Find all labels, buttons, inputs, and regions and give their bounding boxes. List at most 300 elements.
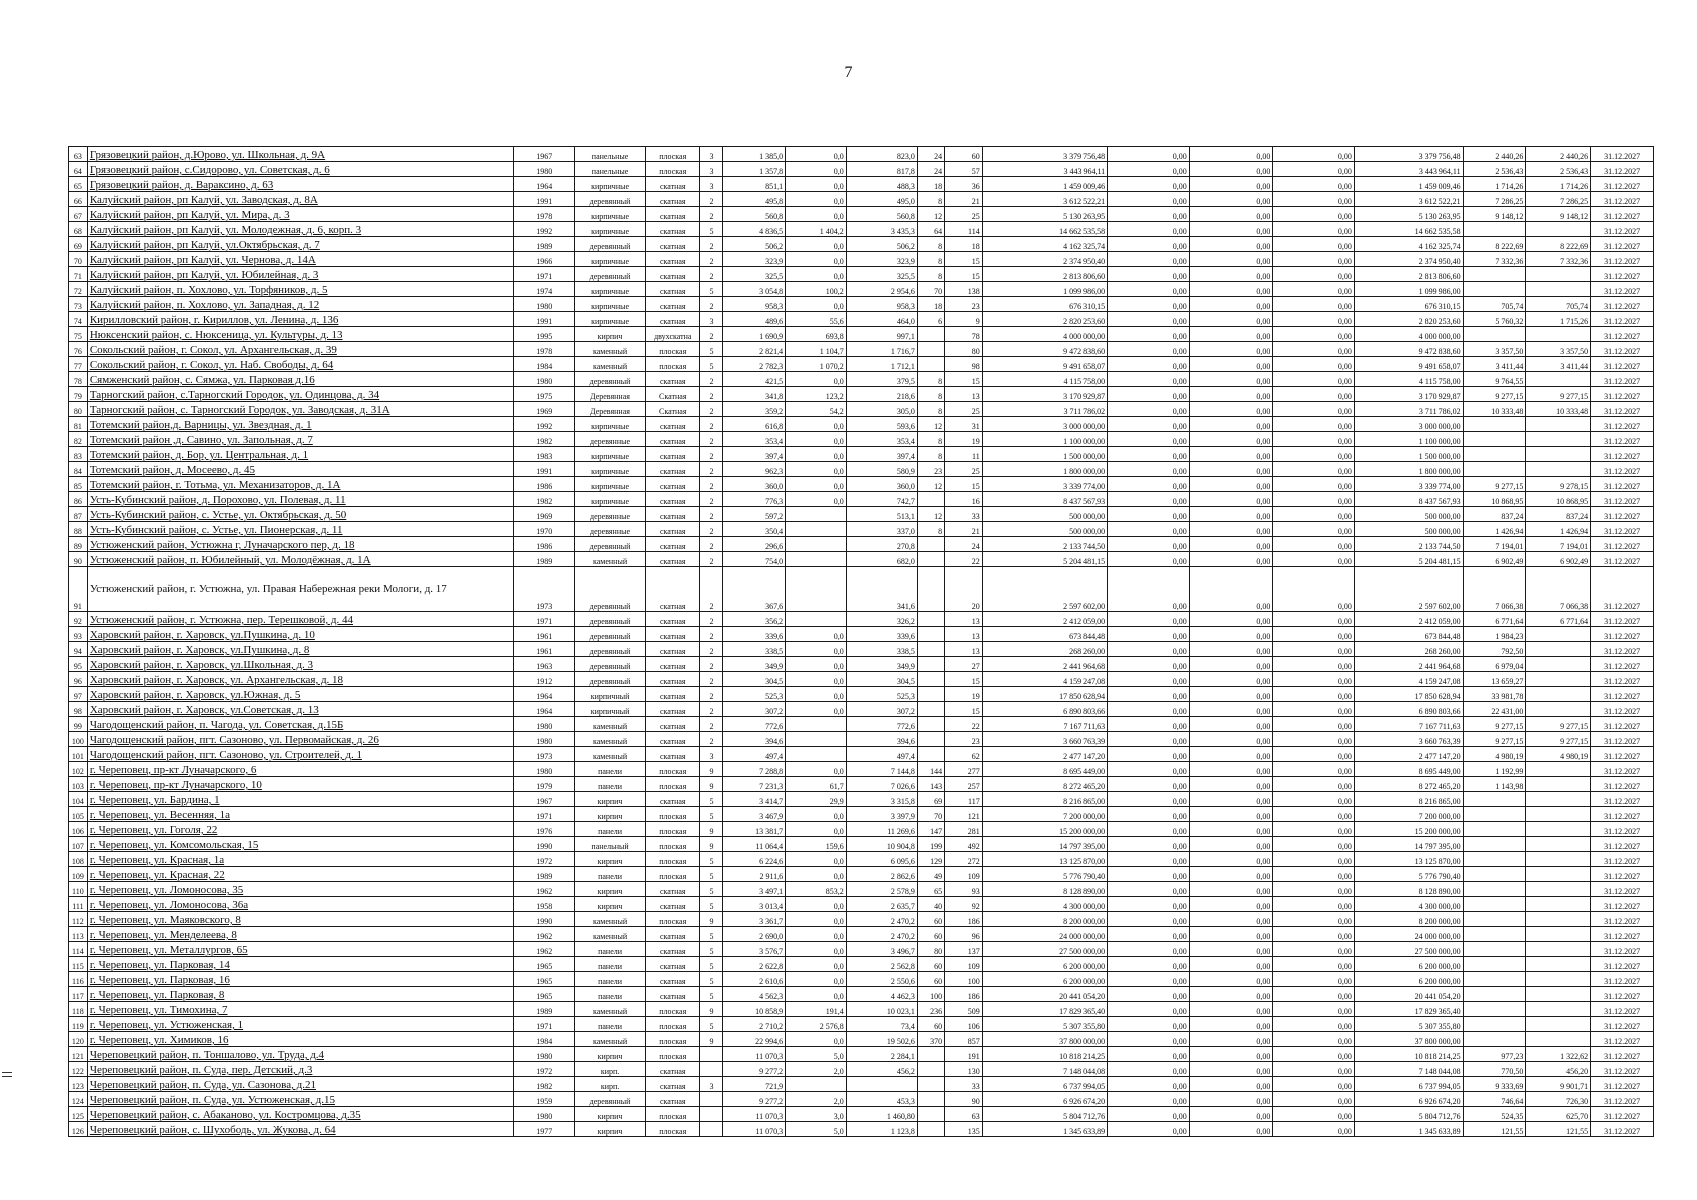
table-cell: кирпич bbox=[575, 852, 646, 867]
table-cell: 109 bbox=[945, 957, 983, 972]
table-cell: 6 bbox=[917, 312, 944, 327]
table-cell: 0,00 bbox=[1273, 1062, 1355, 1077]
table-cell: 792,50 bbox=[1463, 642, 1526, 657]
table-row bbox=[69, 1122, 1654, 1137]
table-cell: кирпичные bbox=[575, 312, 646, 327]
table-cell bbox=[917, 342, 944, 357]
table-cell: 33 981,78 bbox=[1463, 687, 1526, 702]
table-cell: 9 148,12 bbox=[1526, 207, 1591, 222]
table-cell: 1 070,2 bbox=[786, 357, 847, 372]
table-cell: 0,00 bbox=[1189, 987, 1273, 1002]
table-cell: кирпичные bbox=[575, 252, 646, 267]
table-cell: 726,30 bbox=[1526, 1092, 1591, 1107]
table-cell: 98 bbox=[945, 357, 983, 372]
table-cell: 3 660 763,39 bbox=[1354, 732, 1463, 747]
table-cell: 22 994,6 bbox=[723, 1032, 786, 1047]
table-cell bbox=[1463, 807, 1526, 822]
table-cell: деревянный bbox=[575, 657, 646, 672]
table-cell: 958,3 bbox=[846, 297, 917, 312]
table-cell: 112 bbox=[69, 912, 88, 927]
table-cell: 31.12.2027 bbox=[1591, 282, 1654, 297]
address-cell: г. Череповец, ул. Ломоносова, 36а bbox=[87, 897, 514, 912]
table-cell: 9 491 658,07 bbox=[1354, 357, 1463, 372]
table-cell: плоская bbox=[646, 1122, 700, 1137]
table-cell: 0,0 bbox=[786, 297, 847, 312]
table-cell: 323,9 bbox=[723, 252, 786, 267]
table-cell: панельный bbox=[575, 837, 646, 852]
table-cell bbox=[1463, 222, 1526, 237]
table-cell: 31.12.2027 bbox=[1591, 207, 1654, 222]
table-cell: 7 332,36 bbox=[1463, 252, 1526, 267]
table-cell: скатная bbox=[646, 747, 700, 762]
table-cell: 0,00 bbox=[1108, 1122, 1190, 1137]
table-cell: 80 bbox=[945, 342, 983, 357]
table-cell bbox=[1463, 882, 1526, 897]
table-cell: 31.12.2027 bbox=[1591, 747, 1654, 762]
table-cell: 9 764,55 bbox=[1463, 372, 1526, 387]
table-cell: скатная bbox=[646, 657, 700, 672]
table-cell: 110 bbox=[69, 882, 88, 897]
table-cell: 9 bbox=[700, 837, 723, 852]
table-cell: 0,00 bbox=[1108, 822, 1190, 837]
table-cell: 99 bbox=[69, 717, 88, 732]
table-cell: 497,4 bbox=[846, 747, 917, 762]
table-cell bbox=[1463, 972, 1526, 987]
table-cell: 77 bbox=[69, 357, 88, 372]
table-cell: 0,0 bbox=[786, 147, 847, 162]
table-cell: 31.12.2027 bbox=[1591, 882, 1654, 897]
table-cell: 1967 bbox=[514, 147, 575, 162]
table-cell: 0,00 bbox=[1189, 267, 1273, 282]
table-cell: скатная bbox=[646, 372, 700, 387]
table-cell: 1 357,8 bbox=[723, 162, 786, 177]
table-cell bbox=[1463, 957, 1526, 972]
table-cell: 323,9 bbox=[846, 252, 917, 267]
table-cell bbox=[917, 702, 944, 717]
table-cell bbox=[1526, 627, 1591, 642]
address-cell: Калуйский район, п. Хохлово, ул. Торфяников, д. 5 bbox=[87, 282, 514, 297]
table-cell: 817,8 bbox=[846, 162, 917, 177]
table-row bbox=[69, 822, 1654, 837]
table-cell: 13 125 870,00 bbox=[982, 852, 1107, 867]
table-cell: 2 133 744,50 bbox=[1354, 537, 1463, 552]
table-cell: 94 bbox=[69, 642, 88, 657]
table-cell: 2 622,8 bbox=[723, 957, 786, 972]
table-cell: 130 bbox=[945, 1062, 983, 1077]
table-cell: 102 bbox=[69, 762, 88, 777]
table-cell bbox=[1526, 462, 1591, 477]
table-cell: 0,00 bbox=[1189, 897, 1273, 912]
table-cell: 31.12.2027 bbox=[1591, 1107, 1654, 1122]
table-cell: 31.12.2027 bbox=[1591, 267, 1654, 282]
table-cell: 9 bbox=[945, 312, 983, 327]
table-cell bbox=[1463, 822, 1526, 837]
table-cell: 0,00 bbox=[1273, 222, 1355, 237]
table-cell bbox=[786, 1077, 847, 1092]
table-cell: 2 133 744,50 bbox=[982, 537, 1107, 552]
table-cell: 31.12.2027 bbox=[1591, 327, 1654, 342]
table-cell: кирпичные bbox=[575, 297, 646, 312]
table-cell: 10 818 214,25 bbox=[982, 1047, 1107, 1062]
table-cell: 0,0 bbox=[786, 417, 847, 432]
table-cell: 191,4 bbox=[786, 1002, 847, 1017]
table-cell: 80 bbox=[917, 942, 944, 957]
table-cell: 15 200 000,00 bbox=[982, 822, 1107, 837]
table-cell: 0,00 bbox=[1108, 747, 1190, 762]
table-cell: 69 bbox=[69, 237, 88, 252]
table-cell: 7 148 044,08 bbox=[1354, 1062, 1463, 1077]
table-cell: 4 162 325,74 bbox=[982, 237, 1107, 252]
table-cell: 1972 bbox=[514, 852, 575, 867]
table-row bbox=[69, 252, 1654, 267]
table-cell: 31.12.2027 bbox=[1591, 762, 1654, 777]
table-cell: 31.12.2027 bbox=[1591, 297, 1654, 312]
table-cell: 5 bbox=[700, 897, 723, 912]
table-cell: 776,3 bbox=[723, 492, 786, 507]
table-cell: 0,0 bbox=[786, 642, 847, 657]
table-cell: 2 bbox=[700, 327, 723, 342]
table-cell: 1 459 009,46 bbox=[982, 177, 1107, 192]
table-row bbox=[69, 342, 1654, 357]
table-cell: 0,00 bbox=[1189, 417, 1273, 432]
table-cell: 2 bbox=[700, 732, 723, 747]
table-cell: 137 bbox=[945, 942, 983, 957]
table-cell: 1983 bbox=[514, 447, 575, 462]
table-cell: деревянный bbox=[575, 267, 646, 282]
table-cell: 1 123,8 bbox=[846, 1122, 917, 1137]
table-cell: 1972 bbox=[514, 1062, 575, 1077]
table-cell: 3 435,3 bbox=[846, 222, 917, 237]
table-cell: 6 926 674,20 bbox=[982, 1092, 1107, 1107]
table-cell: плоская bbox=[646, 1002, 700, 1017]
table-cell: плоская bbox=[646, 852, 700, 867]
table-cell: 0,00 bbox=[1273, 762, 1355, 777]
table-row bbox=[69, 807, 1654, 822]
table-row bbox=[69, 777, 1654, 792]
table-cell: 3 000 000,00 bbox=[982, 417, 1107, 432]
table-cell: 0,00 bbox=[1108, 717, 1190, 732]
table-cell: 105 bbox=[69, 807, 88, 822]
table-cell: 0,00 bbox=[1273, 747, 1355, 762]
table-cell: 8 222,69 bbox=[1526, 237, 1591, 252]
address-cell: Грязовецкий район, д. Вараксино, д. 63 bbox=[87, 177, 514, 192]
table-cell: 91 bbox=[69, 567, 88, 612]
table-cell: скатная bbox=[646, 282, 700, 297]
table-cell: 68 bbox=[69, 222, 88, 237]
table-cell: 772,6 bbox=[846, 717, 917, 732]
table-cell: 304,5 bbox=[846, 672, 917, 687]
table-cell bbox=[1463, 267, 1526, 282]
table-cell: 7 144,8 bbox=[846, 762, 917, 777]
table-cell: 0,00 bbox=[1108, 537, 1190, 552]
table-cell: 2 782,3 bbox=[723, 357, 786, 372]
table-cell: 1980 bbox=[514, 372, 575, 387]
table-cell: 121 bbox=[69, 1047, 88, 1062]
table-cell bbox=[1526, 372, 1591, 387]
table-cell: 0,00 bbox=[1189, 792, 1273, 807]
table-cell: 1 714,26 bbox=[1526, 177, 1591, 192]
table-cell: 3 497,1 bbox=[723, 882, 786, 897]
table-cell: 0,00 bbox=[1108, 552, 1190, 567]
table-row bbox=[69, 297, 1654, 312]
table-cell: 2 bbox=[700, 252, 723, 267]
table-cell: 3 bbox=[700, 312, 723, 327]
table-cell: 307,2 bbox=[723, 702, 786, 717]
table-cell: 0,00 bbox=[1108, 1032, 1190, 1047]
address-cell: Чагодощенский район, п. Чагода, ул. Советская, д.15Б bbox=[87, 717, 514, 732]
table-row bbox=[69, 192, 1654, 207]
table-cell: 24 bbox=[917, 147, 944, 162]
table-cell: 489,6 bbox=[723, 312, 786, 327]
table-cell: 0,00 bbox=[1108, 732, 1190, 747]
table-cell: 8 695 449,00 bbox=[1354, 762, 1463, 777]
table-cell: 31.12.2027 bbox=[1591, 672, 1654, 687]
table-cell: скатная bbox=[646, 897, 700, 912]
table-cell: 0,00 bbox=[1273, 852, 1355, 867]
table-cell: 37 800 000,00 bbox=[1354, 1032, 1463, 1047]
table-cell: 0,00 bbox=[1273, 282, 1355, 297]
table-row bbox=[69, 687, 1654, 702]
table-cell: 123,2 bbox=[786, 387, 847, 402]
table-cell: 1989 bbox=[514, 237, 575, 252]
table-cell: 31.12.2027 bbox=[1591, 792, 1654, 807]
table-cell: 0,00 bbox=[1108, 912, 1190, 927]
table-cell bbox=[786, 732, 847, 747]
table-cell: 593,6 bbox=[846, 417, 917, 432]
table-cell: 0,00 bbox=[1273, 612, 1355, 627]
table-cell bbox=[1463, 942, 1526, 957]
table-cell: 0,00 bbox=[1273, 477, 1355, 492]
table-cell: 2 bbox=[700, 627, 723, 642]
table-cell: плоская bbox=[646, 867, 700, 882]
table-cell: 0,00 bbox=[1108, 1017, 1190, 1032]
table-cell: 0,00 bbox=[1108, 342, 1190, 357]
table-cell: 126 bbox=[69, 1122, 88, 1137]
table-cell: 0,0 bbox=[786, 462, 847, 477]
table-cell: 853,2 bbox=[786, 882, 847, 897]
table-cell: 305,0 bbox=[846, 402, 917, 417]
table-cell: 6 771,64 bbox=[1463, 612, 1526, 627]
table-cell: 0,00 bbox=[1189, 1047, 1273, 1062]
table-cell: 0,00 bbox=[1273, 417, 1355, 432]
table-cell: 37 800 000,00 bbox=[982, 1032, 1107, 1047]
table-cell bbox=[1463, 867, 1526, 882]
table-cell: 65 bbox=[69, 177, 88, 192]
table-cell: 353,4 bbox=[723, 432, 786, 447]
table-cell bbox=[786, 747, 847, 762]
table-cell: 513,1 bbox=[846, 507, 917, 522]
table-cell: деревянный bbox=[575, 192, 646, 207]
table-cell: 85 bbox=[69, 477, 88, 492]
table-cell: 2 412 059,00 bbox=[1354, 612, 1463, 627]
table-cell: 0,00 bbox=[1189, 672, 1273, 687]
table-cell: 0,00 bbox=[1273, 687, 1355, 702]
table-cell: 524,35 bbox=[1463, 1107, 1526, 1122]
table-cell: кирпичные bbox=[575, 492, 646, 507]
table-cell: скатная bbox=[646, 1062, 700, 1077]
table-cell: 1967 bbox=[514, 792, 575, 807]
table-cell: 0,0 bbox=[786, 432, 847, 447]
table-cell: 0,00 bbox=[1108, 1092, 1190, 1107]
table-cell: 0,00 bbox=[1189, 567, 1273, 612]
table-cell bbox=[917, 1077, 944, 1092]
table-row bbox=[69, 717, 1654, 732]
table-cell: 721,9 bbox=[723, 1077, 786, 1092]
table-cell: 63 bbox=[945, 1107, 983, 1122]
table-cell: 268 260,00 bbox=[982, 642, 1107, 657]
table-cell: 15 bbox=[945, 252, 983, 267]
table-cell: 4 980,19 bbox=[1526, 747, 1591, 762]
table-cell bbox=[1463, 792, 1526, 807]
table-row bbox=[69, 762, 1654, 777]
table-cell: 0,00 bbox=[1189, 852, 1273, 867]
table-cell: 24 000 000,00 bbox=[1354, 927, 1463, 942]
table-cell: 5 bbox=[700, 867, 723, 882]
table-cell: 0,0 bbox=[786, 912, 847, 927]
table-cell: 4 836,5 bbox=[723, 222, 786, 237]
table-cell: 10 868,95 bbox=[1463, 492, 1526, 507]
table-cell: 1989 bbox=[514, 867, 575, 882]
table-cell: 0,00 bbox=[1273, 1077, 1355, 1092]
table-cell: 2 690,0 bbox=[723, 927, 786, 942]
table-cell: 0,00 bbox=[1273, 357, 1355, 372]
table-cell: 79 bbox=[69, 387, 88, 402]
table-cell: 2 bbox=[700, 477, 723, 492]
table-cell: 31.12.2027 bbox=[1591, 162, 1654, 177]
table-cell: 837,24 bbox=[1526, 507, 1591, 522]
table-cell: 5 bbox=[700, 972, 723, 987]
housing-table bbox=[68, 146, 1654, 1137]
table-cell: 349,9 bbox=[723, 657, 786, 672]
table-cell: 350,4 bbox=[723, 522, 786, 537]
table-cell: 121,55 bbox=[1526, 1122, 1591, 1137]
table-cell: 76 bbox=[69, 342, 88, 357]
table-cell: 108 bbox=[69, 852, 88, 867]
table-cell: 1962 bbox=[514, 942, 575, 957]
table-cell bbox=[1463, 927, 1526, 942]
table-cell: 3 397,9 bbox=[846, 807, 917, 822]
table-cell: 5 bbox=[700, 1017, 723, 1032]
table-cell: 0,00 bbox=[1108, 852, 1190, 867]
table-row bbox=[69, 522, 1654, 537]
table-cell: 3 711 786,02 bbox=[982, 402, 1107, 417]
table-cell: 19 bbox=[945, 687, 983, 702]
table-cell: 3 bbox=[700, 162, 723, 177]
table-cell: 0,00 bbox=[1189, 732, 1273, 747]
table-cell: 9 bbox=[700, 1032, 723, 1047]
table-cell: 2 bbox=[700, 237, 723, 252]
table-cell: 560,8 bbox=[846, 207, 917, 222]
table-cell: 25 bbox=[945, 207, 983, 222]
table-cell: 3 315,8 bbox=[846, 792, 917, 807]
table-cell: 2 820 253,60 bbox=[982, 312, 1107, 327]
table-cell: 0,00 bbox=[1273, 432, 1355, 447]
table-cell: 2 610,6 bbox=[723, 972, 786, 987]
table-cell: 397,4 bbox=[846, 447, 917, 462]
table-cell: 1982 bbox=[514, 432, 575, 447]
table-cell bbox=[1526, 777, 1591, 792]
table-cell: 1 800 000,00 bbox=[1354, 462, 1463, 477]
table-cell: 270,8 bbox=[846, 537, 917, 552]
table-row bbox=[69, 627, 1654, 642]
table-cell: 31.12.2027 bbox=[1591, 942, 1654, 957]
table-cell: 0,00 bbox=[1108, 657, 1190, 672]
table-cell bbox=[700, 1107, 723, 1122]
table-row bbox=[69, 447, 1654, 462]
table-cell: 6 200 000,00 bbox=[1354, 957, 1463, 972]
table-cell: 2 440,26 bbox=[1463, 147, 1526, 162]
table-cell: скатная bbox=[646, 207, 700, 222]
table-cell: 31.12.2027 bbox=[1591, 1002, 1654, 1017]
table-cell: 54,2 bbox=[786, 402, 847, 417]
table-cell: 0,0 bbox=[786, 252, 847, 267]
table-cell: 6 890 803,66 bbox=[1354, 702, 1463, 717]
table-cell: 1982 bbox=[514, 492, 575, 507]
table-cell: 17 850 628,94 bbox=[1354, 687, 1463, 702]
table-cell bbox=[786, 612, 847, 627]
table-cell: 770,50 bbox=[1463, 1062, 1526, 1077]
table-cell: 103 bbox=[69, 777, 88, 792]
table-cell: 5 bbox=[700, 222, 723, 237]
table-cell bbox=[1526, 642, 1591, 657]
table-cell: 3 339 774,00 bbox=[1354, 477, 1463, 492]
table-cell: 116 bbox=[69, 972, 88, 987]
table-cell: 0,00 bbox=[1273, 702, 1355, 717]
table-cell: 0,00 bbox=[1108, 897, 1190, 912]
table-cell: 0,00 bbox=[1108, 1107, 1190, 1122]
table-row bbox=[69, 957, 1654, 972]
table-cell: 2 bbox=[700, 507, 723, 522]
table-cell: 4 000 000,00 bbox=[1354, 327, 1463, 342]
table-cell: 4 115 758,00 bbox=[1354, 372, 1463, 387]
table-cell: 4 300 000,00 bbox=[1354, 897, 1463, 912]
table-cell: 625,70 bbox=[1526, 1107, 1591, 1122]
table-cell: деревянный bbox=[575, 372, 646, 387]
table-cell bbox=[1526, 852, 1591, 867]
table-cell: 5 776 790,40 bbox=[982, 867, 1107, 882]
table-cell: 19 502,6 bbox=[846, 1032, 917, 1047]
table-cell: 1965 bbox=[514, 987, 575, 1002]
table-cell: панельные bbox=[575, 162, 646, 177]
address-cell: Тотемский район, г. Тотьма, ул. Механизаторов, д. 1А bbox=[87, 477, 514, 492]
table-cell: деревянный bbox=[575, 537, 646, 552]
table-cell: 1973 bbox=[514, 567, 575, 612]
table-cell: 1975 bbox=[514, 387, 575, 402]
table-cell: 0,00 bbox=[1108, 567, 1190, 612]
table-cell: 31.12.2027 bbox=[1591, 372, 1654, 387]
table-cell: 2 813 806,60 bbox=[1354, 267, 1463, 282]
table-cell: 0,00 bbox=[1189, 282, 1273, 297]
table-cell: 0,00 bbox=[1189, 612, 1273, 627]
table-cell: 8 bbox=[917, 522, 944, 537]
table-cell: 1 099 986,00 bbox=[982, 282, 1107, 297]
table-cell: 296,6 bbox=[723, 537, 786, 552]
table-cell: 3 013,4 bbox=[723, 897, 786, 912]
table-cell: 9 278,15 bbox=[1526, 477, 1591, 492]
table-cell: 8 222,69 bbox=[1463, 237, 1526, 252]
table-cell: 101 bbox=[69, 747, 88, 762]
table-cell: 1966 bbox=[514, 252, 575, 267]
table-cell: 0,00 bbox=[1189, 357, 1273, 372]
table-cell: панели bbox=[575, 762, 646, 777]
table-cell: деревянный bbox=[575, 237, 646, 252]
table-cell: 9 277,15 bbox=[1526, 717, 1591, 732]
table-cell: 129 bbox=[917, 852, 944, 867]
table-cell: 0,00 bbox=[1189, 762, 1273, 777]
table-cell bbox=[1526, 657, 1591, 672]
address-cell: г. Череповец, ул. Менделеева, 8 bbox=[87, 927, 514, 942]
table-cell: 100 bbox=[945, 972, 983, 987]
